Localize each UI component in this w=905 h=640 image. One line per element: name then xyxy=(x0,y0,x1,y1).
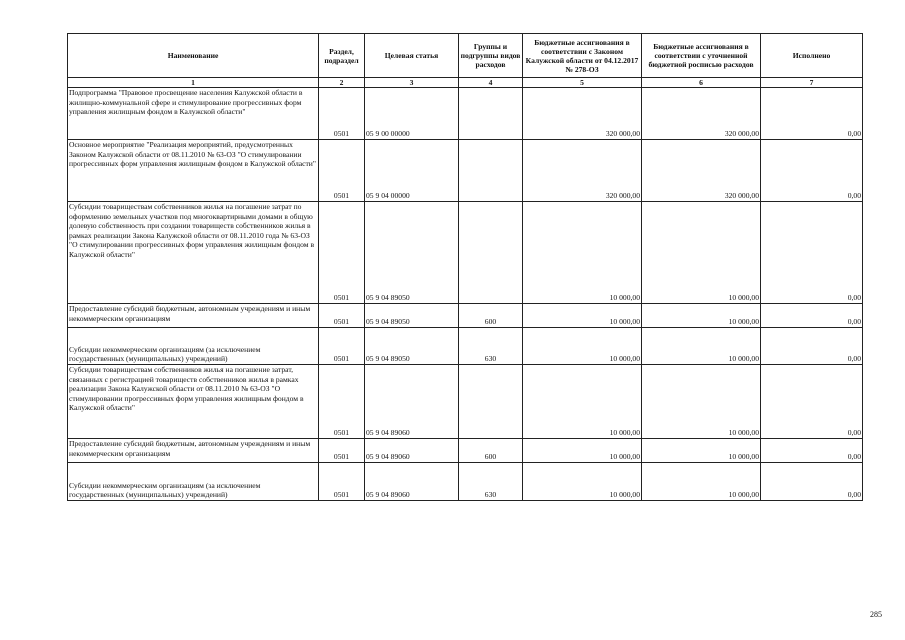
table-row xyxy=(68,304,863,328)
row-schedule-amount: 10 000,00 xyxy=(642,202,761,304)
table-row xyxy=(68,202,863,304)
row-name: Предоставление субсидий бюджетным, автономным учреждениям и иным некоммерческим организациям xyxy=(68,304,319,328)
column-number: 6 xyxy=(642,78,761,88)
row-schedule-amount: 10 000,00 xyxy=(642,304,761,328)
header-target-article: Целевая статья xyxy=(365,34,459,78)
row-expense-group: 600 xyxy=(459,304,523,328)
row-law-amount: 10 000,00 xyxy=(523,439,642,463)
column-number: 1 xyxy=(68,78,319,88)
row-schedule-amount: 320 000,00 xyxy=(642,88,761,140)
header-row xyxy=(68,34,863,78)
row-name: Подпрограмма "Правовое просвещение населения Калужской области в жилищно-коммунальной сфере и стимулирование прогрессивных форм управления жилищным фондом в Калужской области" xyxy=(68,88,319,140)
header-expense-group: Группы и подгруппы видов расходов xyxy=(459,34,523,78)
header-section: Раздел, подраздел xyxy=(319,34,365,78)
header-law-allocations: Бюджетные ассигнования в соответствии с Законом Калужской области от 04.12.2017 № 278-ОЗ xyxy=(523,34,642,78)
row-law-amount: 10 000,00 xyxy=(523,304,642,328)
row-expense-group: 600 xyxy=(459,439,523,463)
row-expense-group xyxy=(459,140,523,202)
column-number-row xyxy=(68,78,863,88)
row-section: 0501 xyxy=(319,202,365,304)
row-name: Основное мероприятие "Реализация мероприятий, предусмотренных Законом Калужской области от 08.11.2010 № 63-ОЗ "О стимулировании прогрессивных форм управления жилищным фондом в Калужской области" xyxy=(68,140,319,202)
column-number: 2 xyxy=(319,78,365,88)
row-expense-group xyxy=(459,202,523,304)
row-target-article: 05 9 04 89060 xyxy=(365,463,459,501)
row-schedule-amount: 10 000,00 xyxy=(642,463,761,501)
row-target-article: 05 9 04 89050 xyxy=(365,304,459,328)
row-expense-group xyxy=(459,365,523,439)
row-law-amount: 10 000,00 xyxy=(523,463,642,501)
column-number: 7 xyxy=(761,78,863,88)
column-number: 3 xyxy=(365,78,459,88)
row-section: 0501 xyxy=(319,304,365,328)
row-executed-amount: 0,00 xyxy=(761,304,863,328)
row-executed-amount: 0,00 xyxy=(761,439,863,463)
budget-table xyxy=(67,33,863,501)
table-row xyxy=(68,328,863,365)
column-number: 5 xyxy=(523,78,642,88)
header-executed: Исполнено xyxy=(761,34,863,78)
row-law-amount: 10 000,00 xyxy=(523,328,642,365)
row-section: 0501 xyxy=(319,439,365,463)
header-name: Наименование xyxy=(68,34,319,78)
row-name: Субсидии товариществам собственников жилья на погашение затрат, связанных с регистрацией товариществ собственников жилья в рамках реализации Закона Калужской области от 08.11.2010 № 63-ОЗ "О стимулировании прогрессивных форм управления жилищным фондом в Калужской области" xyxy=(68,365,319,439)
row-schedule-amount: 10 000,00 xyxy=(642,328,761,365)
row-executed-amount: 0,00 xyxy=(761,140,863,202)
table-row xyxy=(68,439,863,463)
budget-document xyxy=(67,33,863,501)
header-schedule-allocations: Бюджетные ассигнования в соответствии с уточненной бюджетной росписью расходов xyxy=(642,34,761,78)
row-section: 0501 xyxy=(319,328,365,365)
row-schedule-amount: 10 000,00 xyxy=(642,439,761,463)
row-law-amount: 320 000,00 xyxy=(523,88,642,140)
row-target-article: 05 9 00 00000 xyxy=(365,88,459,140)
row-law-amount: 10 000,00 xyxy=(523,202,642,304)
row-law-amount: 10 000,00 xyxy=(523,365,642,439)
row-target-article: 05 9 04 00000 xyxy=(365,140,459,202)
row-section: 0501 xyxy=(319,463,365,501)
row-name: Предоставление субсидий бюджетным, автономным учреждениям и иным некоммерческим организациям xyxy=(68,439,319,463)
row-section: 0501 xyxy=(319,88,365,140)
row-schedule-amount: 10 000,00 xyxy=(642,365,761,439)
row-target-article: 05 9 04 89060 xyxy=(365,365,459,439)
row-target-article: 05 9 04 89050 xyxy=(365,202,459,304)
row-section: 0501 xyxy=(319,140,365,202)
page-number: 285 xyxy=(870,610,882,619)
row-section: 0501 xyxy=(319,365,365,439)
row-executed-amount: 0,00 xyxy=(761,328,863,365)
table-row xyxy=(68,463,863,501)
row-executed-amount: 0,00 xyxy=(761,88,863,140)
table-row xyxy=(68,365,863,439)
column-number: 4 xyxy=(459,78,523,88)
row-name: Субсидии товариществам собственников жилья на погашение затрат по оформлению земельных участков под многоквартирными домами в общую долевую собственность при создании товариществ собственников жилья в рамках реализации Закона Калужской области от 08.11.2010 года № 63-ОЗ "О стимулировании прогрессивных форм управления жилищным фондом в Калужской области" xyxy=(68,202,319,304)
row-target-article: 05 9 04 89060 xyxy=(365,439,459,463)
row-expense-group: 630 xyxy=(459,328,523,365)
row-target-article: 05 9 04 89050 xyxy=(365,328,459,365)
table-row xyxy=(68,140,863,202)
table-row xyxy=(68,88,863,140)
row-executed-amount: 0,00 xyxy=(761,202,863,304)
row-name: Субсидии некоммерческим организациям (за исключением государственных (муниципальных) учреждений) xyxy=(68,463,319,501)
row-law-amount: 320 000,00 xyxy=(523,140,642,202)
row-expense-group xyxy=(459,88,523,140)
row-name: Субсидии некоммерческим организациям (за исключением государственных (муниципальных) учреждений) xyxy=(68,328,319,365)
row-executed-amount: 0,00 xyxy=(761,365,863,439)
row-schedule-amount: 320 000,00 xyxy=(642,140,761,202)
row-expense-group: 630 xyxy=(459,463,523,501)
row-executed-amount: 0,00 xyxy=(761,463,863,501)
